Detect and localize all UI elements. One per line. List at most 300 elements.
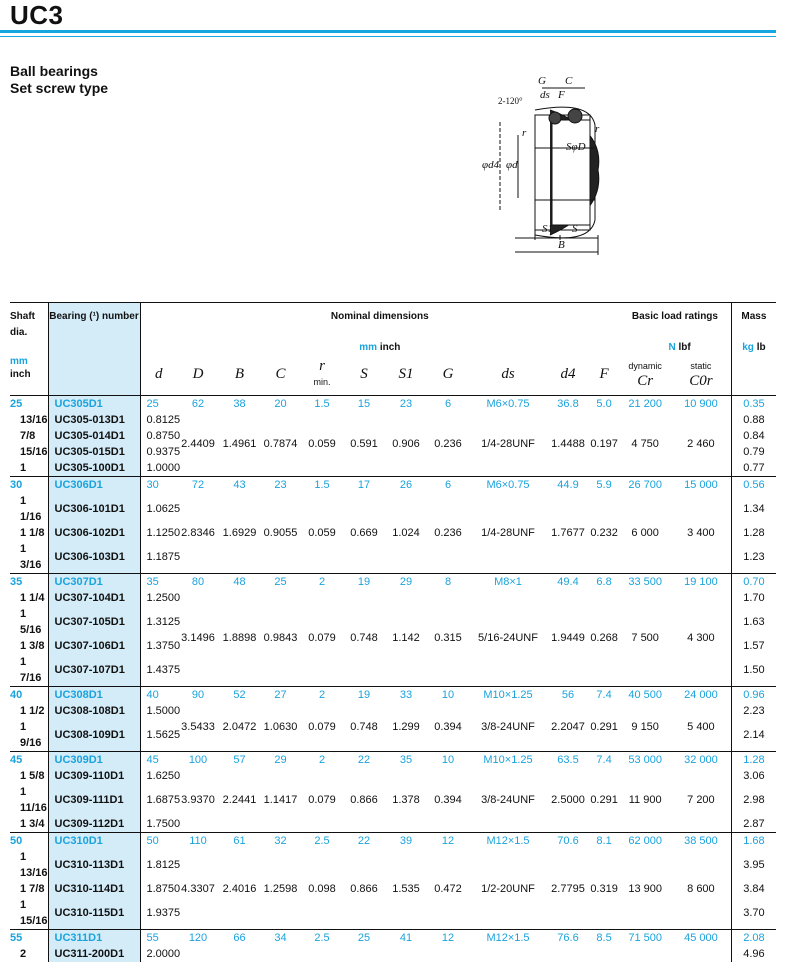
inch-S1: 1.299 xyxy=(392,720,420,733)
metric-ds: M6×0.75 xyxy=(469,395,547,412)
col-D: D xyxy=(192,365,204,382)
shaft-inch: 2 xyxy=(20,947,27,960)
col-F: F xyxy=(599,365,609,382)
metric-S1: 26 xyxy=(385,476,427,493)
shaft-unit-mm: mm xyxy=(10,355,28,367)
metric-G: 10 xyxy=(427,751,469,768)
shaft-inch: 1 1/4 xyxy=(20,591,45,604)
metric-d: 45 xyxy=(140,751,177,768)
metric-r: 2.5 xyxy=(301,929,343,946)
inch-F: 0.232 xyxy=(590,526,618,539)
metric-C: 34 xyxy=(260,929,301,946)
bearing-number: UC310-114D1 xyxy=(48,881,140,897)
metric-B: 57 xyxy=(219,751,260,768)
inch-r: 0.059 xyxy=(308,526,336,539)
metric-ds: M8×1 xyxy=(469,573,547,590)
empty-cell xyxy=(177,946,731,962)
metric-mass: 1.28 xyxy=(731,751,776,768)
metric-r: 2.5 xyxy=(301,832,343,849)
bearing-number: UC307D1 xyxy=(48,573,140,590)
inch-d: 1.1875 xyxy=(140,541,177,574)
shaft-inch: 7/8 xyxy=(20,429,36,442)
inch-D: 3.1496 xyxy=(181,631,215,644)
inch-mass: 2.23 xyxy=(731,703,776,719)
metric-ds: M6×0.75 xyxy=(469,476,547,493)
bearing-number: UC307-106D1 xyxy=(48,638,140,654)
inch-mass: 1.70 xyxy=(731,590,776,606)
inch-mass: 0.77 xyxy=(731,460,776,477)
inch-S1: 1.535 xyxy=(392,882,420,895)
bearing-number: UC310D1 xyxy=(48,832,140,849)
metric-B: 61 xyxy=(219,832,260,849)
nominal-unit-mm: mm xyxy=(359,342,378,353)
table-row-metric xyxy=(10,929,776,946)
shaft-inch: 1 1/2 xyxy=(20,704,45,717)
table-row-metric xyxy=(10,832,776,849)
inch-d: 1.9375 xyxy=(140,897,177,930)
inch-d: 1.2500 xyxy=(140,590,177,606)
inch-d4: 2.7795 xyxy=(551,882,585,895)
inch-cor: 8 600 xyxy=(687,882,715,895)
shaft-inch: 1 3/16 xyxy=(20,542,42,571)
shaft-mm: 40 xyxy=(10,686,48,703)
title-rule-thin xyxy=(0,36,776,37)
metric-B: 52 xyxy=(219,686,260,703)
table-row-inch xyxy=(10,493,776,525)
bearing-number: UC306D1 xyxy=(48,476,140,493)
inch-D: 3.5433 xyxy=(181,720,215,733)
metric-d4: 49.4 xyxy=(547,573,589,590)
metric-cor: 15 000 xyxy=(671,476,731,493)
col-B: B xyxy=(234,365,245,382)
inch-G: 0.394 xyxy=(434,793,462,806)
shaft-inch: 1 5/16 xyxy=(20,607,42,636)
mass-unit-lb: lb xyxy=(756,342,766,353)
shaft-inch: 1 1/16 xyxy=(20,494,42,523)
col-S1: S1 xyxy=(398,365,414,382)
bearing-number: UC306-101D1 xyxy=(48,493,140,525)
inch-d: 1.0000 xyxy=(140,460,177,477)
inch-d: 1.8125 xyxy=(140,849,177,881)
metric-mass: 0.56 xyxy=(731,476,776,493)
inch-mass: 1.23 xyxy=(731,541,776,574)
load-unit-lbf: lbf xyxy=(678,342,691,353)
metric-S1: 41 xyxy=(385,929,427,946)
col-G: G xyxy=(442,365,454,382)
metric-ds: M12×1.5 xyxy=(469,929,547,946)
metric-d4: 44.9 xyxy=(547,476,589,493)
shaft-inch: 15/16 xyxy=(20,445,48,458)
metric-D: 110 xyxy=(177,832,219,849)
inch-F: 0.291 xyxy=(590,793,618,806)
col-C: C xyxy=(275,365,286,382)
bearing-number: UC305-013D1 xyxy=(48,412,140,428)
label-f: F xyxy=(558,89,565,101)
bearing-number: UC306-102D1 xyxy=(48,525,140,541)
inch-d4: 1.4488 xyxy=(551,437,585,450)
metric-C: 32 xyxy=(260,832,301,849)
metric-S: 25 xyxy=(343,929,385,946)
metric-S1: 39 xyxy=(385,832,427,849)
table-row-metric xyxy=(10,476,776,493)
bearing-number: UC311D1 xyxy=(48,929,140,946)
inch-D: 4.3307 xyxy=(181,882,215,895)
inch-cor: 7 200 xyxy=(687,793,715,806)
metric-G: 6 xyxy=(427,476,469,493)
metric-mass: 2.08 xyxy=(731,929,776,946)
inch-cr: 11 900 xyxy=(628,793,662,806)
inch-r: 0.059 xyxy=(308,437,336,450)
inch-d: 1.5625 xyxy=(140,719,177,752)
inch-d: 0.8125 xyxy=(140,412,177,428)
inch-G: 0.394 xyxy=(434,720,462,733)
inch-C: 0.7874 xyxy=(263,437,298,450)
inch-F: 0.197 xyxy=(590,437,618,450)
shaft-mm: 30 xyxy=(10,476,48,493)
shaft-mm: 55 xyxy=(10,929,48,946)
metric-G: 8 xyxy=(427,573,469,590)
metric-S1: 23 xyxy=(385,395,427,412)
inch-B: 1.6929 xyxy=(222,526,257,539)
metric-F: 8.1 xyxy=(589,832,619,849)
label-b: B xyxy=(558,239,565,251)
metric-r: 2 xyxy=(301,751,343,768)
inch-mass: 1.28 xyxy=(731,525,776,541)
inch-D: 2.4409 xyxy=(181,437,215,450)
inch-F: 0.291 xyxy=(590,720,618,733)
shaft-inch: 1 5/8 xyxy=(20,769,45,782)
inch-S: 0.748 xyxy=(350,631,378,644)
metric-d: 30 xyxy=(140,476,177,493)
metric-F: 7.4 xyxy=(589,686,619,703)
inch-cr: 4 750 xyxy=(631,437,659,450)
shaft-inch: 1 11/16 xyxy=(20,785,47,814)
col-r: r xyxy=(319,358,325,375)
metric-cor: 24 000 xyxy=(671,686,731,703)
metric-mass: 1.68 xyxy=(731,832,776,849)
shaft-inch: 1 13/16 xyxy=(20,850,48,879)
bearing-number: UC309-112D1 xyxy=(48,816,140,833)
shaft-inch: 1 3/8 xyxy=(20,639,45,652)
inch-d: 1.7500 xyxy=(140,816,177,833)
metric-D: 80 xyxy=(177,573,219,590)
inch-cor: 3 400 xyxy=(687,526,715,539)
inch-B: 1.8898 xyxy=(222,631,257,644)
table-row-inch xyxy=(10,768,776,784)
inch-d4: 2.5000 xyxy=(551,793,585,806)
label-r-left: r xyxy=(522,127,527,139)
inch-mass: 0.84 xyxy=(731,428,776,444)
metric-D: 62 xyxy=(177,395,219,412)
metric-B: 66 xyxy=(219,929,260,946)
label-d4: φd4 xyxy=(482,159,500,171)
metric-cr: 33 500 xyxy=(619,573,671,590)
subtitle-line-2: Set screw type xyxy=(10,80,109,96)
label-ds: ds xyxy=(540,89,550,101)
metric-C: 25 xyxy=(260,573,301,590)
bearing-number: UC307-107D1 xyxy=(48,654,140,687)
metric-d: 55 xyxy=(140,929,177,946)
inch-S: 0.669 xyxy=(350,526,378,539)
metric-C: 29 xyxy=(260,751,301,768)
table-row-metric xyxy=(10,686,776,703)
inch-mass: 0.88 xyxy=(731,412,776,428)
inch-S: 0.591 xyxy=(350,437,378,450)
inch-cor: 5 400 xyxy=(687,720,715,733)
inch-S: 0.748 xyxy=(350,720,378,733)
inch-mass: 3.95 xyxy=(731,849,776,881)
metric-r: 1.5 xyxy=(301,476,343,493)
metric-ds: M12×1.5 xyxy=(469,832,547,849)
inch-cr: 9 150 xyxy=(631,720,659,733)
metric-d: 35 xyxy=(140,573,177,590)
bearing-number: UC305D1 xyxy=(48,395,140,412)
label-s: S xyxy=(572,223,578,235)
metric-B: 48 xyxy=(219,573,260,590)
metric-G: 12 xyxy=(427,832,469,849)
metric-C: 23 xyxy=(260,476,301,493)
table-row-inch xyxy=(10,590,776,606)
shaft-mm: 45 xyxy=(10,751,48,768)
inch-ds: 3/8-24UNF xyxy=(481,720,535,733)
inch-mass: 3.84 xyxy=(731,881,776,897)
metric-cr: 62 000 xyxy=(619,832,671,849)
inch-G: 0.236 xyxy=(434,437,462,450)
bearing-number: UC311-200D1 xyxy=(48,946,140,962)
inch-cor: 2 460 xyxy=(687,437,715,450)
inch-d4: 2.2047 xyxy=(551,720,585,733)
inch-d: 1.3750 xyxy=(140,638,177,654)
inch-d: 1.5000 xyxy=(140,703,177,719)
shaft-inch: 13/16 xyxy=(20,413,48,426)
inch-d: 1.1250 xyxy=(140,525,177,541)
inch-mass: 4.96 xyxy=(731,946,776,962)
bearing-number: UC307-105D1 xyxy=(48,606,140,638)
bearing-number: UC309-110D1 xyxy=(48,768,140,784)
inch-D: 3.9370 xyxy=(181,793,215,806)
inch-cor: 4 300 xyxy=(687,631,715,644)
header-shaft: Shaft dia. xyxy=(10,311,35,338)
inch-mass: 1.34 xyxy=(731,493,776,525)
metric-r: 2 xyxy=(301,573,343,590)
metric-ds: M10×1.25 xyxy=(469,686,547,703)
metric-F: 8.5 xyxy=(589,929,619,946)
inch-ds: 3/8-24UNF xyxy=(481,793,535,806)
metric-S: 17 xyxy=(343,476,385,493)
header-mass: Mass xyxy=(731,303,776,342)
metric-S: 15 xyxy=(343,395,385,412)
inch-r: 0.098 xyxy=(308,882,336,895)
inch-d: 1.6875 xyxy=(140,784,177,816)
inch-d: 1.0625 xyxy=(140,493,177,525)
metric-S1: 33 xyxy=(385,686,427,703)
shaft-inch: 1 15/16 xyxy=(20,898,48,927)
inch-d: 1.6250 xyxy=(140,768,177,784)
inch-cr: 7 500 xyxy=(631,631,659,644)
label-angle: 2-120° xyxy=(498,96,523,106)
inch-d: 2.0000 xyxy=(140,946,177,962)
inch-d: 0.8750 xyxy=(140,428,177,444)
inch-mass: 1.63 xyxy=(731,606,776,638)
shaft-inch: 1 7/8 xyxy=(20,882,45,895)
col-r-min: min. xyxy=(313,377,331,388)
inch-ds: 5/16-24UNF xyxy=(478,631,538,644)
metric-d: 50 xyxy=(140,832,177,849)
inch-F: 0.268 xyxy=(590,631,618,644)
metric-B: 43 xyxy=(219,476,260,493)
bearing-number: UC309D1 xyxy=(48,751,140,768)
col-d4: d4 xyxy=(560,365,576,382)
inch-d: 1.8750 xyxy=(140,881,177,897)
metric-d4: 56 xyxy=(547,686,589,703)
metric-d4: 63.5 xyxy=(547,751,589,768)
bearing-number: UC305-014D1 xyxy=(48,428,140,444)
metric-cor: 32 000 xyxy=(671,751,731,768)
metric-cor: 45 000 xyxy=(671,929,731,946)
metric-cor: 38 500 xyxy=(671,832,731,849)
inch-G: 0.236 xyxy=(434,526,462,539)
metric-S: 22 xyxy=(343,751,385,768)
col-ds: ds xyxy=(501,365,515,382)
metric-cr: 71 500 xyxy=(619,929,671,946)
metric-S: 22 xyxy=(343,832,385,849)
inch-C: 0.9055 xyxy=(263,526,298,539)
col-cor: C0r xyxy=(689,373,713,390)
inch-F: 0.319 xyxy=(590,882,618,895)
metric-B: 38 xyxy=(219,395,260,412)
inch-d: 1.4375 xyxy=(140,654,177,687)
label-g: G xyxy=(538,75,546,87)
metric-d: 25 xyxy=(140,395,177,412)
shaft-inch: 1 1/8 xyxy=(20,526,45,539)
label-r-right: r xyxy=(595,123,600,135)
header-nominal: Nominal dimensions xyxy=(140,303,619,342)
col-cr: Cr xyxy=(637,373,654,390)
inch-S1: 1.142 xyxy=(392,631,420,644)
inch-C: 1.0630 xyxy=(263,720,298,733)
subtitle-line-1: Ball bearings xyxy=(10,63,98,79)
inch-B: 2.2441 xyxy=(222,793,257,806)
metric-F: 7.4 xyxy=(589,751,619,768)
col-static: static xyxy=(690,361,712,372)
shaft-inch: 1 7/16 xyxy=(20,655,42,684)
inch-mass: 3.06 xyxy=(731,768,776,784)
inch-C: 1.1417 xyxy=(263,793,298,806)
bearing-number: UC306-103D1 xyxy=(48,541,140,574)
metric-d4: 36.8 xyxy=(547,395,589,412)
bearing-drawing xyxy=(480,70,620,260)
shaft-inch: 1 9/16 xyxy=(20,720,42,749)
inch-mass: 2.98 xyxy=(731,784,776,816)
table-row-metric xyxy=(10,751,776,768)
inch-C: 1.2598 xyxy=(263,882,298,895)
nominal-unit-inch: inch xyxy=(379,342,401,353)
bearing-number: UC308D1 xyxy=(48,686,140,703)
inch-mass: 0.79 xyxy=(731,444,776,460)
col-d: d xyxy=(155,365,163,382)
inch-r: 0.079 xyxy=(308,631,336,644)
metric-D: 90 xyxy=(177,686,219,703)
inch-ds: 1/2-20UNF xyxy=(481,882,535,895)
table-row-inch xyxy=(10,412,776,428)
metric-cor: 10 900 xyxy=(671,395,731,412)
table-row-inch xyxy=(10,703,776,719)
bearing-number: UC310-113D1 xyxy=(48,849,140,881)
bearing-number: UC305-015D1 xyxy=(48,444,140,460)
label-s1: S1 xyxy=(542,223,553,235)
inch-ds: 1/4-28UNF xyxy=(481,526,535,539)
page-title: UC3 xyxy=(10,0,64,30)
metric-d4: 76.6 xyxy=(547,929,589,946)
inch-mass: 3.70 xyxy=(731,897,776,930)
metric-C: 20 xyxy=(260,395,301,412)
metric-F: 6.8 xyxy=(589,573,619,590)
table-row-inch xyxy=(10,946,776,962)
inch-ds: 1/4-28UNF xyxy=(481,437,535,450)
inch-d4: 1.9449 xyxy=(551,631,585,644)
metric-d: 40 xyxy=(140,686,177,703)
metric-r: 2 xyxy=(301,686,343,703)
metric-cr: 26 700 xyxy=(619,476,671,493)
inch-S1: 1.024 xyxy=(392,526,420,539)
bearing-number: UC308-109D1 xyxy=(48,719,140,752)
inch-mass: 2.14 xyxy=(731,719,776,752)
metric-D: 100 xyxy=(177,751,219,768)
shaft-unit-inch: inch xyxy=(10,368,31,380)
inch-r: 0.079 xyxy=(308,793,336,806)
bearing-table xyxy=(10,302,776,962)
metric-mass: 0.96 xyxy=(731,686,776,703)
metric-cor: 19 100 xyxy=(671,573,731,590)
inch-d4: 1.7677 xyxy=(551,526,585,539)
shaft-inch: 1 3/4 xyxy=(20,817,45,830)
inch-d: 0.9375 xyxy=(140,444,177,460)
load-unit-n: N xyxy=(668,342,676,353)
inch-d: 1.3125 xyxy=(140,606,177,638)
metric-D: 72 xyxy=(177,476,219,493)
inch-G: 0.315 xyxy=(434,631,462,644)
inch-B: 2.4016 xyxy=(222,882,257,895)
inch-cr: 6 000 xyxy=(631,526,659,539)
inch-S: 0.866 xyxy=(350,882,378,895)
label-d: φd xyxy=(506,159,518,171)
metric-S1: 29 xyxy=(385,573,427,590)
mass-unit-kg: kg xyxy=(742,342,754,353)
label-sphi: SφD xyxy=(566,141,586,153)
metric-mass: 0.35 xyxy=(731,395,776,412)
table-row-inch xyxy=(10,849,776,881)
inch-mass: 1.50 xyxy=(731,654,776,687)
inch-cr: 13 900 xyxy=(628,882,662,895)
metric-F: 5.0 xyxy=(589,395,619,412)
table-row-metric xyxy=(10,395,776,412)
title-rule xyxy=(0,30,776,33)
table-row-metric xyxy=(10,573,776,590)
table-body xyxy=(10,395,776,962)
col-dynamic: dynamic xyxy=(628,361,662,372)
metric-cr: 40 500 xyxy=(619,686,671,703)
metric-ds: M10×1.25 xyxy=(469,751,547,768)
inch-B: 1.4961 xyxy=(222,437,257,450)
label-c: C xyxy=(565,75,573,87)
bearing-number: UC307-104D1 xyxy=(48,590,140,606)
bearing-number: UC305-100D1 xyxy=(48,460,140,477)
inch-S: 0.866 xyxy=(350,793,378,806)
shaft-inch: 1 xyxy=(20,461,27,474)
metric-G: 6 xyxy=(427,395,469,412)
inch-r: 0.079 xyxy=(308,720,336,733)
metric-D: 120 xyxy=(177,929,219,946)
